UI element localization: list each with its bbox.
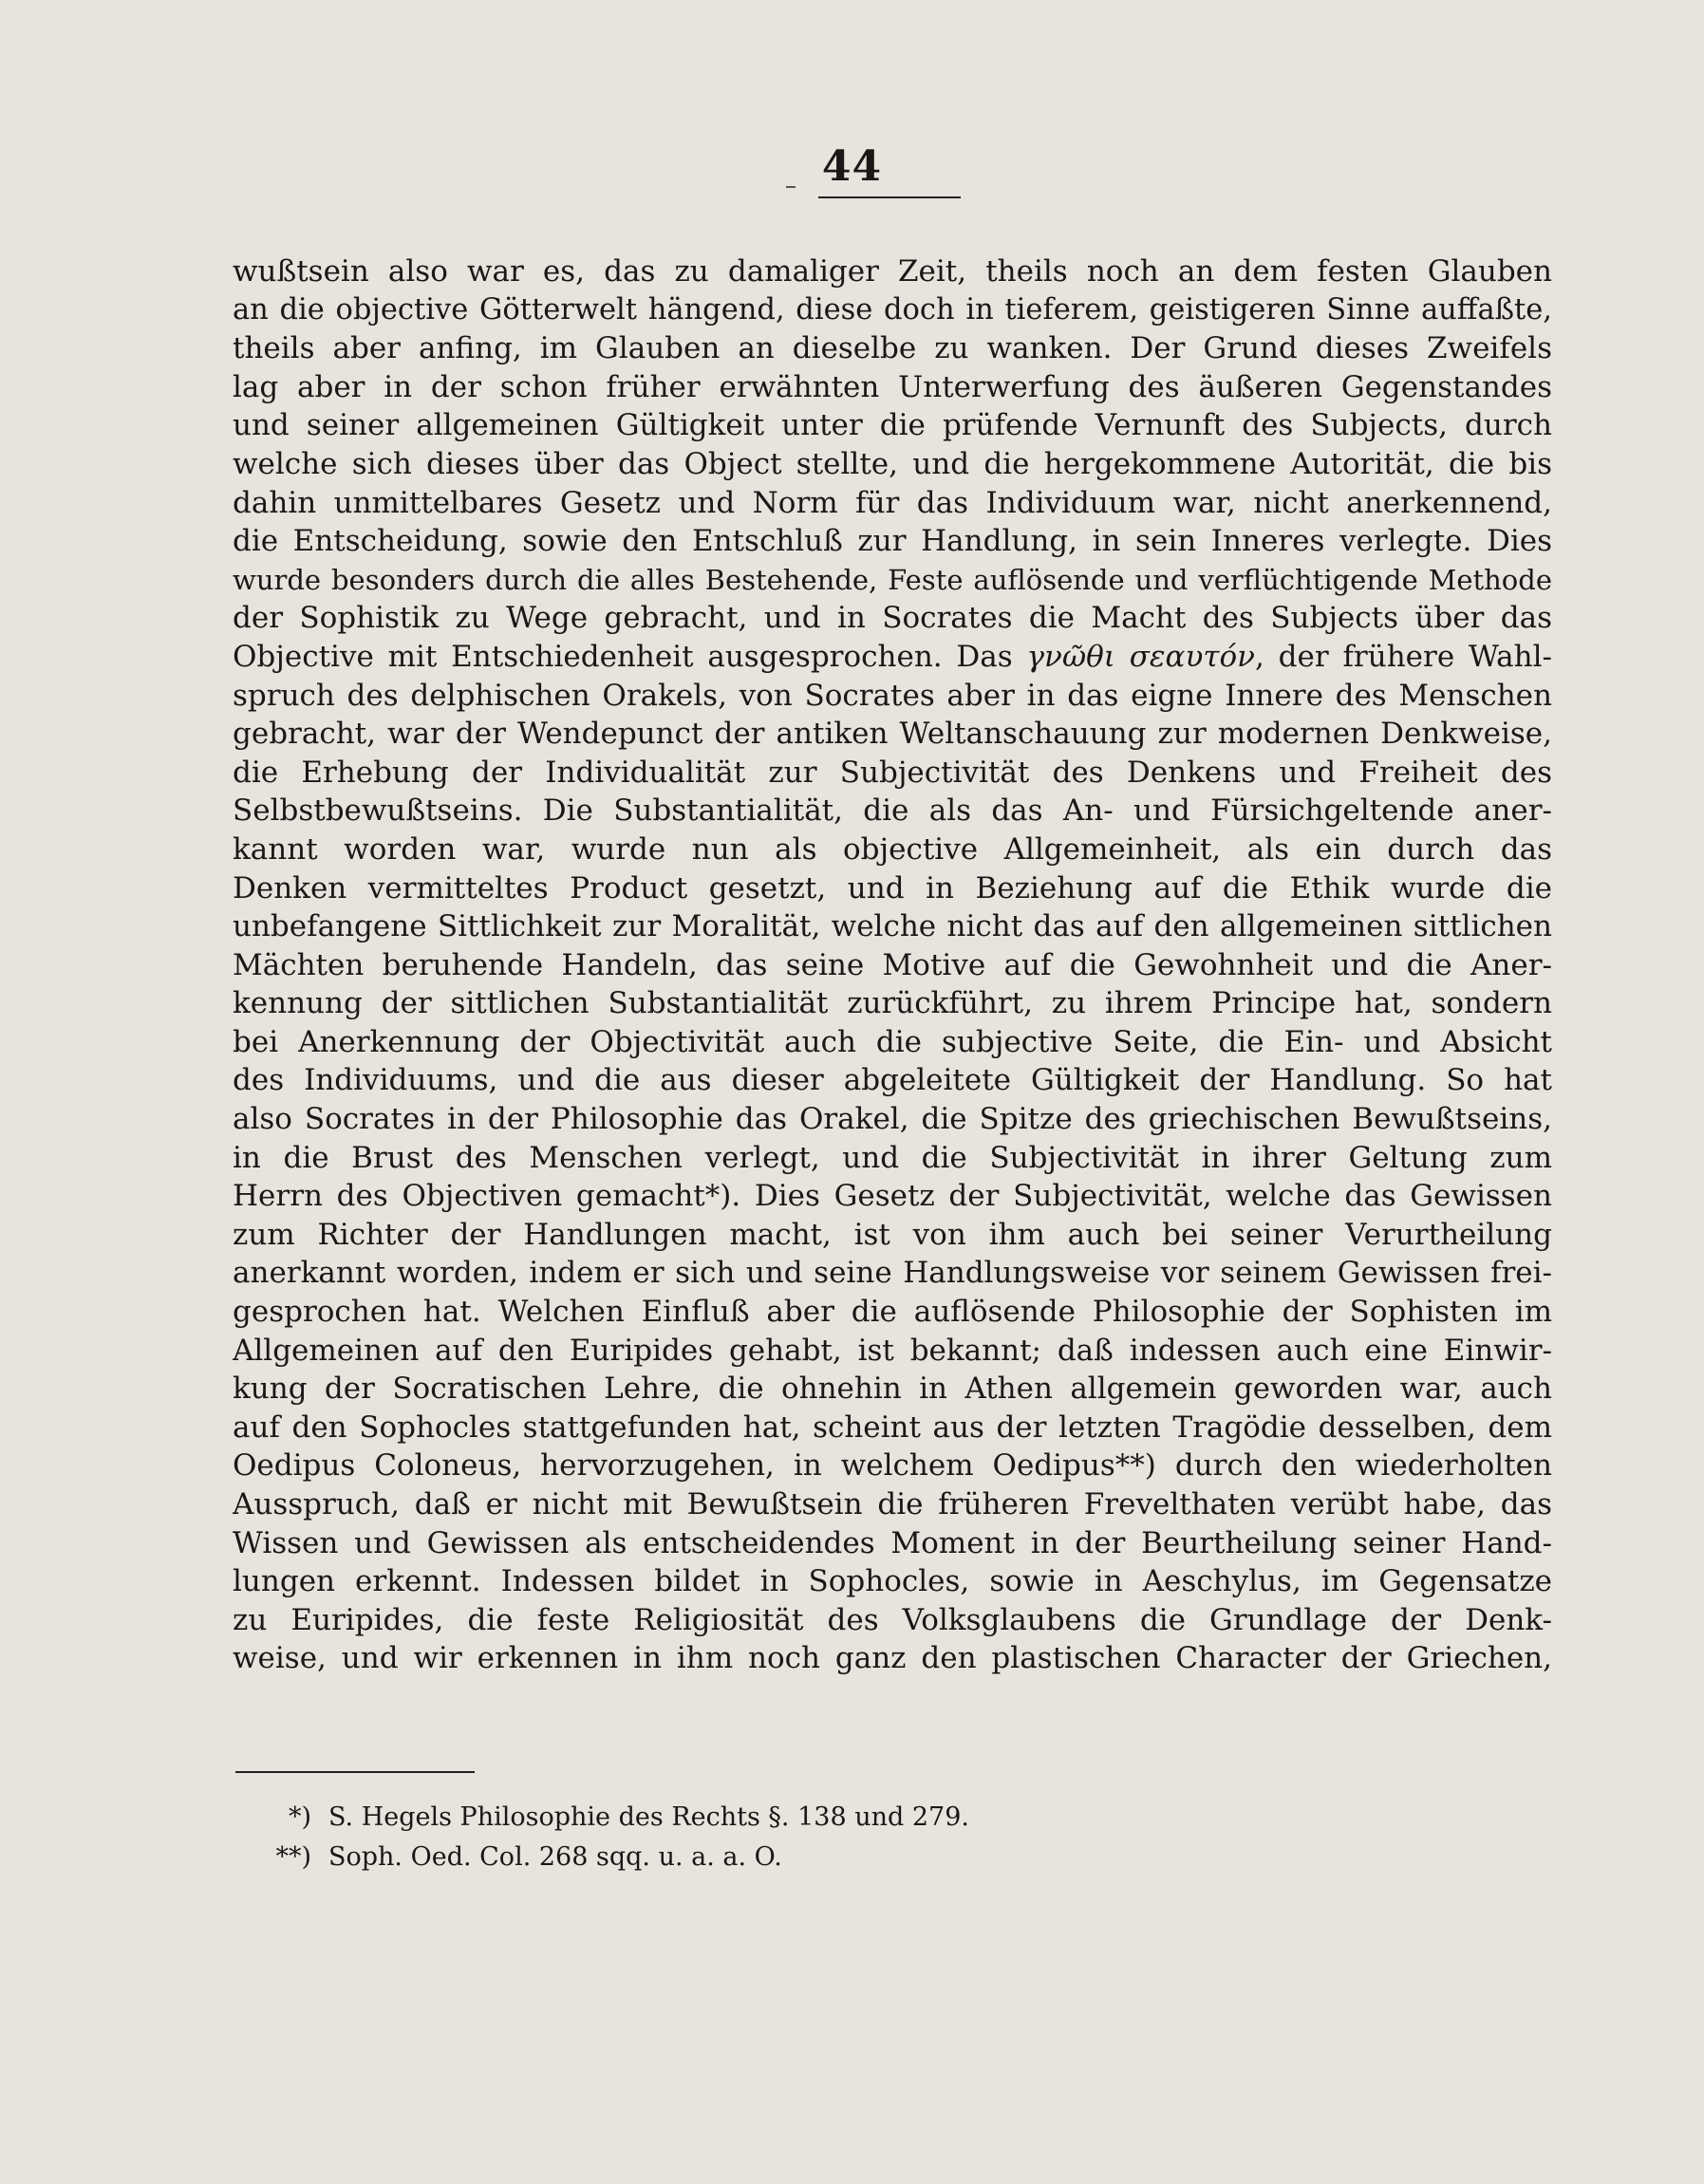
text-line: wurde besonders durch die alles Bestehende, Feste auflösende und verflüchtigende Methode <box>233 563 1552 596</box>
text-line: spruch des delphischen Orakels, von Socrates aber in das eigne Innere des Menschen <box>233 678 1552 713</box>
text-line: kannt worden war, wurde nun als objective Allgemeinheit, als ein durch das <box>233 831 1552 867</box>
text-line: lungen erkennt. Indessen bildet in Sophocles, sowie in Aeschylus, im Gegensatze <box>233 1564 1552 1599</box>
text-line: anerkannt worden, indem er sich und seine Handlungsweise vor seinem Gewissen frei- <box>233 1256 1552 1291</box>
footnote-separator <box>235 1771 475 1773</box>
text-line: zu Euripides, die feste Religiosität des Volksglaubens die Grundlage der Denk- <box>233 1602 1552 1637</box>
text-segment: , der frühere Wahl- <box>1255 639 1552 674</box>
text-line: Oedipus Coloneus, hervorzugehen, in welchem Oedipus**) durch den wiederholten <box>233 1448 1552 1484</box>
text-line: und seiner allgemeinen Gültigkeit unter die prüfende Vernunft des Subjects, durch <box>233 408 1552 443</box>
text-line: des Individuums, und die aus dieser abgeleitete Gültigkeit der Handlung. So hat <box>233 1063 1552 1098</box>
page-number-tick <box>786 186 796 188</box>
page-number: 44 <box>821 142 883 191</box>
text-line: der Sophistik zu Wege gebracht, und in Socrates die Macht des Subjects über das <box>233 601 1552 636</box>
text-line: lag aber in der schon früher erwähnten Unterwerfung des äußeren Gegenstandes <box>233 369 1552 404</box>
footnote-text: S. Hegels Philosophie des Rechts §. 138 und 279. <box>328 1802 969 1832</box>
text-line: die Erhebung der Individualität zur Subjectivität des Denkens und Freiheit des <box>233 755 1552 790</box>
footnote <box>262 1798 1306 1838</box>
footnote-mark: *) <box>288 1802 311 1832</box>
text-line: wußtsein also war es, das zu damaliger Zeit, theils noch an dem festen Glauben <box>233 254 1552 289</box>
text-line: kennung der sittlichen Substantialität zurückführt, zu ihrem Principe hat, sondern <box>233 986 1552 1021</box>
text-line: welche sich dieses über das Object stellte, und die hergekommene Autorität, die bis <box>233 446 1552 481</box>
text-line: Mächten beruhende Handeln, das seine Motive auf die Gewohnheit und die Aner- <box>233 947 1552 982</box>
text-line: Wissen und Gewissen als entscheidendes Moment in der Beurtheilung seiner Hand- <box>233 1525 1552 1560</box>
page-number-rule <box>818 196 961 198</box>
text-line: Allgemeinen auf den Euripides gehabt, ist bekannt; daß indessen auch eine Einwir- <box>233 1333 1552 1368</box>
text-line: also Socrates in der Philosophie das Orakel, die Spitze des griechischen Bewußtseins, <box>233 1102 1552 1137</box>
text-line: theils aber anfing, im Glauben an dieselbe zu wanken. Der Grund dieses Zweifels <box>233 331 1552 366</box>
text-line: kung der Socratischen Lehre, die ohnehin in Athen allgemein geworden war, auch <box>233 1372 1552 1407</box>
text-line: Ausspruch, daß er nicht mit Bewußtsein die früheren Frevelthaten verübt habe, das <box>233 1487 1552 1521</box>
text-line: auf den Sophocles stattgefunden hat, scheint aus der letzten Tragödie desselben, dem <box>233 1409 1552 1445</box>
footnote <box>262 1838 1306 1877</box>
text-line: bei Anerkennung der Objectivität auch die subjective Seite, die Ein- und Absicht <box>233 1024 1552 1059</box>
text-line <box>233 638 1552 677</box>
text-segment: Objective mit Entschiedenheit ausgesprochen. Das <box>233 639 1027 674</box>
text-line: Denken vermitteltes Product gesetzt, und in Beziehung auf die Ethik wurde die <box>233 870 1552 905</box>
greek-phrase: γνῶθι σεαυτόν <box>1026 639 1255 674</box>
text-line: Selbstbewußtseins. Die Substantialität, die als das An- und Fürsichgeltende aner- <box>233 793 1552 829</box>
text-line: zum Richter der Handlungen macht, ist von ihm auch bei seiner Verurtheilung <box>233 1217 1552 1252</box>
text-line: an die objective Götterwelt hängend, diese doch in tieferem, geistigeren Sinne auffaßte, <box>233 292 1552 327</box>
text-line: dahin unmittelbares Gesetz und Norm für das Individuum war, nicht anerkennend, <box>233 485 1552 520</box>
footnotes <box>262 1798 1306 1877</box>
text-line: weise, und wir erkennen in ihm noch ganz den plastischen Character der Griechen, <box>233 1641 1552 1676</box>
footnote-mark: **) <box>275 1842 311 1872</box>
footnote-text: Soph. Oed. Col. 268 sqq. u. a. a. O. <box>328 1842 782 1872</box>
text-line: in die Brust des Menschen verlegt, und die Subjectivität in ihrer Geltung zum <box>233 1140 1552 1175</box>
text-line: Herrn des Objectiven gemacht*). Dies Gesetz der Subjectivität, welche das Gewissen <box>233 1179 1552 1214</box>
text-line: gesprochen hat. Welchen Einfluß aber die auflösende Philosophie der Sophisten im <box>233 1295 1552 1330</box>
text-line: die Entscheidung, sowie den Entschluß zur Handlung, in sein Inneres verlegte. Dies <box>233 524 1552 559</box>
text-line: gebracht, war der Wendepunct der antiken Weltanschauung zur modernen Denkweise, <box>233 717 1552 752</box>
text-line: unbefangene Sittlichkeit zur Moralität, welche nicht das auf den allgemeinen sittlichen <box>233 909 1552 944</box>
body-text <box>233 252 1552 1678</box>
